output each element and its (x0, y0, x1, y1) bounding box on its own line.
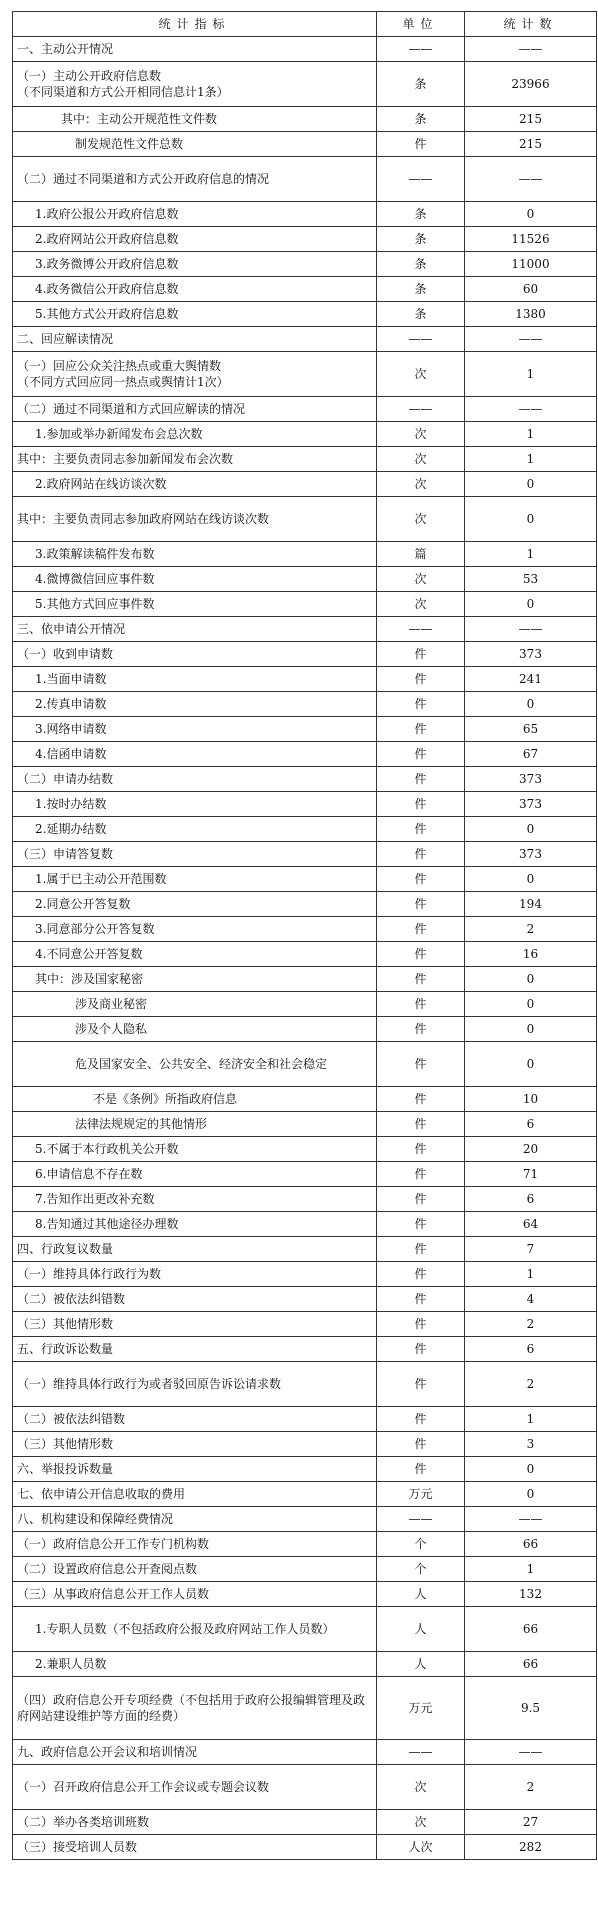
row-unit: 人 (377, 1607, 465, 1652)
row-value: 215 (465, 107, 597, 132)
row-value: 0 (465, 1017, 597, 1042)
row-value: 9.5 (465, 1677, 597, 1740)
table-row (13, 157, 597, 202)
row-label: 涉及个人隐私 (13, 1017, 377, 1042)
row-label: （二）通过不同渠道和方式公开政府信息的情况 (13, 157, 377, 202)
row-value: 3 (465, 1432, 597, 1457)
table-row (13, 1162, 597, 1187)
row-value: 0 (465, 497, 597, 542)
row-unit: 件 (377, 767, 465, 792)
table-row (13, 1507, 597, 1532)
row-value: 373 (465, 767, 597, 792)
row-label: 8.告知通过其他途径办理数 (13, 1212, 377, 1237)
table-row (13, 792, 597, 817)
table-row (13, 327, 597, 352)
table-row (13, 1407, 597, 1432)
table-row (13, 692, 597, 717)
row-unit: 件 (377, 1337, 465, 1362)
row-value: 0 (465, 992, 597, 1017)
table-header-row (13, 12, 597, 37)
row-label: （一）维持具体行政行为或者驳回原告诉讼请求数 (13, 1362, 377, 1407)
table-row (13, 107, 597, 132)
row-label: 3.网络申请数 (13, 717, 377, 742)
table-row (13, 1112, 597, 1137)
row-value: 1380 (465, 302, 597, 327)
row-label: 3.政务微博公开政府信息数 (13, 252, 377, 277)
row-label: （三）接受培训人员数 (13, 1835, 377, 1860)
row-label: 1.当面申请数 (13, 667, 377, 692)
row-value: 10 (465, 1087, 597, 1112)
row-label: 其中：主动公开规范性文件数 (13, 107, 377, 132)
row-unit: 件 (377, 992, 465, 1017)
row-value: —— (465, 327, 597, 352)
row-unit: 人 (377, 1652, 465, 1677)
table-row (13, 1810, 597, 1835)
table-row (13, 422, 597, 447)
row-unit: 条 (377, 252, 465, 277)
row-label: 1.专职人员数（不包括政府公报及政府网站工作人员数） (13, 1607, 377, 1652)
table-row (13, 642, 597, 667)
table-row (13, 842, 597, 867)
table-row (13, 1087, 597, 1112)
table-row (13, 767, 597, 792)
row-value: 373 (465, 792, 597, 817)
row-label: （一）回应公众关注热点或重大舆情数 （不同方式回应同一热点或舆情计1次） (13, 352, 377, 397)
row-label: 1.按时办结数 (13, 792, 377, 817)
table-row (13, 1740, 597, 1765)
row-label: （一）维持具体行政行为数 (13, 1262, 377, 1287)
row-unit: —— (377, 327, 465, 352)
table-row (13, 1237, 597, 1262)
row-value: 0 (465, 1457, 597, 1482)
row-value: 0 (465, 817, 597, 842)
row-unit: 次 (377, 567, 465, 592)
row-unit: 件 (377, 667, 465, 692)
header-count: 统计数 (465, 12, 597, 37)
row-unit: 件 (377, 892, 465, 917)
row-label: （二）通过不同渠道和方式回应解读的情况 (13, 397, 377, 422)
row-unit: 件 (377, 1187, 465, 1212)
row-unit: 次 (377, 592, 465, 617)
row-unit: 件 (377, 1432, 465, 1457)
row-value: 241 (465, 667, 597, 692)
row-value: 71 (465, 1162, 597, 1187)
row-label: 三、依申请公开情况 (13, 617, 377, 642)
row-label: 3.政策解读稿件发布数 (13, 542, 377, 567)
row-value: 6 (465, 1187, 597, 1212)
header-unit: 单位 (377, 12, 465, 37)
row-label: 3.同意部分公开答复数 (13, 917, 377, 942)
table-row (13, 967, 597, 992)
table-row (13, 497, 597, 542)
table-row (13, 1607, 597, 1652)
row-unit: —— (377, 617, 465, 642)
row-label: 危及国家安全、公共安全、经济安全和社会稳定 (13, 1042, 377, 1087)
table-row (13, 1532, 597, 1557)
row-unit: 件 (377, 817, 465, 842)
table-row (13, 667, 597, 692)
row-unit: 人次 (377, 1835, 465, 1860)
row-label: （二）被依法纠错数 (13, 1407, 377, 1432)
row-unit: 件 (377, 1312, 465, 1337)
table-row (13, 1765, 597, 1810)
row-value: 23966 (465, 62, 597, 107)
row-value: 20 (465, 1137, 597, 1162)
row-label: 5.其他方式公开政府信息数 (13, 302, 377, 327)
table-row (13, 567, 597, 592)
table-row (13, 867, 597, 892)
row-label: （一）收到申请数 (13, 642, 377, 667)
row-value: 1 (465, 542, 597, 567)
row-unit: 件 (377, 1457, 465, 1482)
row-unit: 件 (377, 1137, 465, 1162)
row-value: 0 (465, 202, 597, 227)
row-value: 1 (465, 1407, 597, 1432)
table-row (13, 1312, 597, 1337)
table-row (13, 942, 597, 967)
row-unit: 件 (377, 1087, 465, 1112)
row-unit: 万元 (377, 1482, 465, 1507)
row-label: 涉及商业秘密 (13, 992, 377, 1017)
row-value: —— (465, 1507, 597, 1532)
table-row (13, 1432, 597, 1457)
row-label: 二、回应解读情况 (13, 327, 377, 352)
table-row (13, 1457, 597, 1482)
row-value: 11000 (465, 252, 597, 277)
table-row (13, 277, 597, 302)
row-unit: —— (377, 1507, 465, 1532)
row-value: 66 (465, 1532, 597, 1557)
row-value: —— (465, 157, 597, 202)
row-value: 53 (465, 567, 597, 592)
table-row (13, 1652, 597, 1677)
row-unit: —— (377, 157, 465, 202)
row-value: 64 (465, 1212, 597, 1237)
table-row (13, 592, 597, 617)
row-label: （三）从事政府信息公开工作人员数 (13, 1582, 377, 1607)
row-value: 194 (465, 892, 597, 917)
row-label: 2.同意公开答复数 (13, 892, 377, 917)
row-unit: 个 (377, 1532, 465, 1557)
row-label: 1.参加或举办新闻发布会总次数 (13, 422, 377, 447)
row-value: 11526 (465, 227, 597, 252)
table-row (13, 252, 597, 277)
row-label: 2.延期办结数 (13, 817, 377, 842)
table-row (13, 132, 597, 157)
row-value: 2 (465, 1765, 597, 1810)
row-unit: 件 (377, 1287, 465, 1312)
row-label: （二）被依法纠错数 (13, 1287, 377, 1312)
row-label: 4.不同意公开答复数 (13, 942, 377, 967)
table-row (13, 62, 597, 107)
row-unit: 条 (377, 302, 465, 327)
row-label: （二）设置政府信息公开查阅点数 (13, 1557, 377, 1582)
row-label: 2.政府网站公开政府信息数 (13, 227, 377, 252)
table-row (13, 542, 597, 567)
row-unit: 次 (377, 1765, 465, 1810)
row-unit: 个 (377, 1557, 465, 1582)
row-unit: 次 (377, 447, 465, 472)
table-row (13, 1262, 597, 1287)
row-label: （四）政府信息公开专项经费（不包括用于政府公报编辑管理及政府网站建设维护等方面的经费） (13, 1677, 377, 1740)
row-unit: 次 (377, 352, 465, 397)
table-row (13, 447, 597, 472)
row-unit: 件 (377, 967, 465, 992)
row-value: 0 (465, 1482, 597, 1507)
row-value: 1 (465, 1262, 597, 1287)
row-value: —— (465, 1740, 597, 1765)
row-label: 5.不属于本行政机关公开数 (13, 1137, 377, 1162)
table-row (13, 1287, 597, 1312)
row-unit: —— (377, 37, 465, 62)
row-unit: 件 (377, 1017, 465, 1042)
row-unit: 条 (377, 107, 465, 132)
table-row (13, 1482, 597, 1507)
row-value: 66 (465, 1652, 597, 1677)
row-unit: 件 (377, 1237, 465, 1262)
table-row (13, 1582, 597, 1607)
row-unit: 万元 (377, 1677, 465, 1740)
row-label: （一）主动公开政府信息数 （不同渠道和方式公开相同信息计1条） (13, 62, 377, 107)
row-value: 0 (465, 867, 597, 892)
row-unit: 件 (377, 1212, 465, 1237)
row-label: （三）申请答复数 (13, 842, 377, 867)
row-unit: 件 (377, 692, 465, 717)
row-label: 7.告知作出更改补充数 (13, 1187, 377, 1212)
row-label: 1.属于已主动公开范围数 (13, 867, 377, 892)
row-unit: 件 (377, 1042, 465, 1087)
row-value: 1 (465, 447, 597, 472)
table-row (13, 717, 597, 742)
row-label: 4.政务微信公开政府信息数 (13, 277, 377, 302)
row-value: 282 (465, 1835, 597, 1860)
row-value: 215 (465, 132, 597, 157)
row-label: （一）政府信息公开工作专门机构数 (13, 1532, 377, 1557)
row-unit: 次 (377, 422, 465, 447)
row-value: 0 (465, 1042, 597, 1087)
header-indicator: 统计指标 (13, 12, 377, 37)
row-value: 0 (465, 472, 597, 497)
table-row (13, 1677, 597, 1740)
row-label: 其中：主要负责同志参加新闻发布会次数 (13, 447, 377, 472)
row-unit: 件 (377, 1162, 465, 1187)
table-row (13, 892, 597, 917)
row-unit: 条 (377, 277, 465, 302)
row-unit: 次 (377, 497, 465, 542)
row-unit: 件 (377, 1407, 465, 1432)
row-unit: 篇 (377, 542, 465, 567)
row-value: 1 (465, 1557, 597, 1582)
row-unit: 次 (377, 472, 465, 497)
table-row (13, 1137, 597, 1162)
row-unit: 件 (377, 942, 465, 967)
row-value: 2 (465, 917, 597, 942)
table-row (13, 202, 597, 227)
table-row (13, 742, 597, 767)
row-unit: 件 (377, 1112, 465, 1137)
table-row (13, 817, 597, 842)
row-unit: 件 (377, 642, 465, 667)
row-label: 4.微博微信回应事件数 (13, 567, 377, 592)
row-value: 66 (465, 1607, 597, 1652)
table-row (13, 1017, 597, 1042)
row-value: 65 (465, 717, 597, 742)
row-value: —— (465, 37, 597, 62)
row-label: 八、机构建设和保障经费情况 (13, 1507, 377, 1532)
row-unit: 件 (377, 1262, 465, 1287)
table-row (13, 397, 597, 422)
row-value: 132 (465, 1582, 597, 1607)
table-row (13, 1557, 597, 1582)
row-value: 0 (465, 592, 597, 617)
row-value: 1 (465, 352, 597, 397)
row-unit: 次 (377, 1810, 465, 1835)
row-value: 2 (465, 1362, 597, 1407)
row-label: 其中：主要负责同志参加政府网站在线访谈次数 (13, 497, 377, 542)
row-label: 法律法规规定的其他情形 (13, 1112, 377, 1137)
statistics-table (12, 11, 597, 1860)
row-label: （一）召开政府信息公开工作会议或专题会议数 (13, 1765, 377, 1810)
row-value: 373 (465, 842, 597, 867)
row-label: 一、主动公开情况 (13, 37, 377, 62)
table-row (13, 1042, 597, 1087)
table-row (13, 302, 597, 327)
row-label: 其中：涉及国家秘密 (13, 967, 377, 992)
row-unit: 件 (377, 132, 465, 157)
table-row (13, 1835, 597, 1860)
row-unit: —— (377, 397, 465, 422)
row-value: 16 (465, 942, 597, 967)
row-label: 五、行政诉讼数量 (13, 1337, 377, 1362)
row-unit: 件 (377, 792, 465, 817)
row-value: 60 (465, 277, 597, 302)
row-label: （二）举办各类培训班数 (13, 1810, 377, 1835)
row-value: 6 (465, 1337, 597, 1362)
table-row (13, 617, 597, 642)
row-unit: 件 (377, 867, 465, 892)
row-label: （二）申请办结数 (13, 767, 377, 792)
row-label: 2.政府网站在线访谈次数 (13, 472, 377, 497)
row-value: 67 (465, 742, 597, 767)
row-unit: 件 (377, 1362, 465, 1407)
table-row (13, 1362, 597, 1407)
row-label: 九、政府信息公开会议和培训情况 (13, 1740, 377, 1765)
row-label: 2.兼职人员数 (13, 1652, 377, 1677)
row-value: 27 (465, 1810, 597, 1835)
row-unit: 条 (377, 62, 465, 107)
row-value: 6 (465, 1112, 597, 1137)
table-row (13, 37, 597, 62)
row-unit: —— (377, 1740, 465, 1765)
row-label: 2.传真申请数 (13, 692, 377, 717)
table-row (13, 1337, 597, 1362)
row-unit: 件 (377, 742, 465, 767)
row-unit: 条 (377, 202, 465, 227)
row-unit: 件 (377, 917, 465, 942)
row-label: 七、依申请公开信息收取的费用 (13, 1482, 377, 1507)
row-label: （三）其他情形数 (13, 1432, 377, 1457)
row-label: 四、行政复议数量 (13, 1237, 377, 1262)
row-label: 六、举报投诉数量 (13, 1457, 377, 1482)
row-value: 4 (465, 1287, 597, 1312)
table-row (13, 472, 597, 497)
row-unit: 条 (377, 227, 465, 252)
row-value: 2 (465, 1312, 597, 1337)
row-label: 4.信函申请数 (13, 742, 377, 767)
table-row (13, 352, 597, 397)
table-row (13, 917, 597, 942)
row-value: —— (465, 617, 597, 642)
row-value: 373 (465, 642, 597, 667)
table-row (13, 992, 597, 1017)
row-label: 6.申请信息不存在数 (13, 1162, 377, 1187)
row-value: 7 (465, 1237, 597, 1262)
row-value: 0 (465, 692, 597, 717)
table-body (13, 37, 597, 1860)
row-value: 0 (465, 967, 597, 992)
table-row (13, 227, 597, 252)
row-label: 不是《条例》所指政府信息 (13, 1087, 377, 1112)
row-unit: 件 (377, 842, 465, 867)
table-row (13, 1212, 597, 1237)
row-label: 1.政府公报公开政府信息数 (13, 202, 377, 227)
row-unit: 人 (377, 1582, 465, 1607)
row-unit: 件 (377, 717, 465, 742)
row-value: —— (465, 397, 597, 422)
table-row (13, 1187, 597, 1212)
row-label: （三）其他情形数 (13, 1312, 377, 1337)
row-value: 1 (465, 422, 597, 447)
row-label: 制发规范性文件总数 (13, 132, 377, 157)
row-label: 5.其他方式回应事件数 (13, 592, 377, 617)
